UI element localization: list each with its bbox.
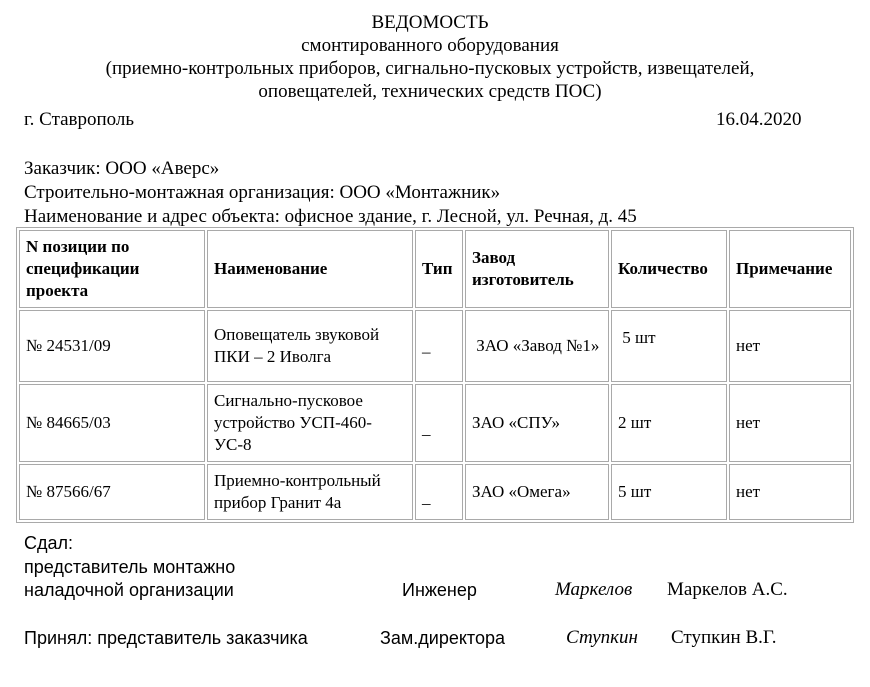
handed-name: Маркелов А.С.	[667, 579, 788, 600]
document-subtitle: смонтированного оборудования	[301, 35, 559, 56]
accepted-label: Принял: представитель заказчика	[24, 628, 308, 648]
cell-quantity: 5 шт	[611, 464, 727, 520]
handed-label: Сдал:	[24, 533, 74, 553]
cell-manufacturer: ЗАО «Завод №1»	[465, 310, 609, 382]
cell-position: № 87566/67	[19, 464, 205, 520]
header-name: Наименование	[207, 230, 413, 308]
header-type: Тип	[415, 230, 463, 308]
document-header	[0, 11, 860, 103]
cell-name: Приемно-контрольный прибор Гранит 4а	[207, 464, 413, 520]
cell-type-value: _	[422, 419, 431, 438]
customer-line: Заказчик: ООО «Аверс»	[24, 158, 220, 179]
cell-type	[415, 310, 463, 382]
cell-quantity: 5 шт	[611, 310, 727, 382]
cell-type	[415, 464, 463, 520]
header-note: Примечание	[729, 230, 851, 308]
cell-quantity: 2 шт	[611, 384, 727, 462]
cell-type-value: _	[422, 488, 431, 507]
cell-type	[415, 384, 463, 462]
cell-manufacturer: ЗАО «СПУ»	[465, 384, 609, 462]
document-title: ВЕДОМОСТЬ	[371, 12, 489, 33]
accepted-position: Зам.директора	[380, 628, 505, 648]
handed-signature: Маркелов	[555, 579, 633, 600]
cell-position: № 24531/09	[19, 310, 205, 382]
table-header-row	[19, 230, 851, 308]
table-row	[19, 310, 851, 382]
accepted-signature: Ступкин	[566, 627, 638, 648]
cell-position: № 84665/03	[19, 384, 205, 462]
document-date: 16.04.2020	[716, 109, 802, 130]
cell-note: нет	[729, 384, 851, 462]
cell-name: Оповещатель звуковой ПКИ – 2 Иволга	[207, 310, 413, 382]
header-manufacturer: Завод изготовитель	[465, 230, 609, 308]
cell-type-value: –	[422, 342, 431, 361]
header-position: N позиции по спецификации проекта	[19, 230, 205, 308]
object-line: Наименование и адрес объекта: офисное здание, г. Лесной, ул. Речная, д. 45	[24, 206, 637, 227]
table-row	[19, 464, 851, 520]
handed-role-line1: представитель монтажно	[24, 557, 236, 577]
document-description-line1: (приемно-контрольных приборов, сигнально-пусковых устройств, извещателей,	[105, 58, 755, 79]
cell-name: Сигнально-пусковое устройство УСП-460-УС-8	[207, 384, 413, 462]
header-quantity: Количество	[611, 230, 727, 308]
cell-note: нет	[729, 464, 851, 520]
accepted-name: Ступкин В.Г.	[671, 627, 777, 648]
cell-note: нет	[729, 310, 851, 382]
city: г. Ставрополь	[24, 109, 135, 130]
cell-manufacturer: ЗАО «Омега»	[465, 464, 609, 520]
document-description-line2: оповещателей, технических средств ПОС)	[258, 81, 602, 102]
contractor-line: Строительно-монтажная организация: ООО «Монтажник»	[24, 182, 501, 203]
handed-position: Инженер	[402, 580, 477, 600]
handed-role-line2: наладочной организации	[24, 580, 234, 600]
table-row	[19, 384, 851, 462]
equipment-table	[16, 227, 854, 523]
